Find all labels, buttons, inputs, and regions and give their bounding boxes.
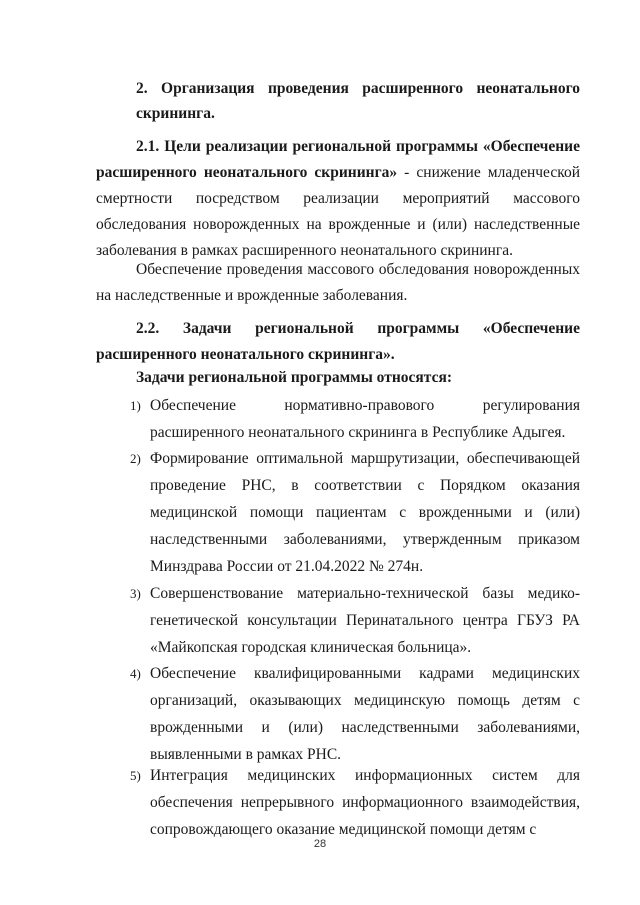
list-item [130,445,580,580]
section-2-word-1: Организация [161,80,255,97]
section-2-1-text: - снижение младенческой смертности посредством реализации мероприятий массового обследования новорожденных на врожденные и (или) наследственные заболевания в рамках расширенного неонатального скрининга. [96,164,580,259]
section-2-1-label: 2.1. Цели реализации региональной программы «Обеспечение расширенного неонатального скрининга» [96,138,580,181]
section-2-1-paragraph [96,134,580,264]
list-item-number: 3) [130,586,141,601]
section-2-word-2: проведения [267,80,349,97]
section-2-word-3: расширенного [362,80,464,97]
tasks-heading: Задачи региональной программы относятся: [136,369,453,386]
list-item-text: Обеспечение квалифицированными кадрами медицинских организаций, оказывающих медицинскую помощь детям с врожденными и (или) наследственными заболеваниями, выявленными в рамках РНС. [150,665,580,763]
list-item-number: 4) [130,666,141,681]
page-number: 28 [313,838,327,850]
list-item [130,392,580,446]
support-paragraph: Обеспечение проведения массового обследования новорожденных на наследственные и врожденные заболевания. [96,261,580,304]
list-item [130,580,580,661]
list-item [130,762,580,843]
list-item-number: 2) [130,451,141,466]
list-item-number: 5) [130,768,141,783]
section-2-heading [136,76,580,126]
list-item-text: Обеспечение нормативно-правового регулирования расширенного неонатального скрининга в Республике Адыгея. [150,397,580,441]
section-2-number: 2. [136,80,148,97]
section-2-2-heading: 2.2. Задачи региональной программы «Обеспечение расширенного неонатального скрининга». [96,320,580,363]
list-item-text: Формирование оптимальной маршрутизации, обеспечивающей проведение РНС, в соответствии с Порядком оказания медицинской помощи пациентам с врожденными и (или) наследственными заболеваниями, утвержденным приказом Минздрава России от 21.04.2022 № 274н. [150,450,580,575]
list-item-number: 1) [130,398,141,413]
section-2-line-2: скрининга. [136,105,215,122]
list-item-text: Совершенствование материально-технической базы медико-генетической консультации Перинатального центра ГБУЗ РА «Майкопская городская клиническая больница». [150,585,580,656]
section-2-word-4: неонатального [476,80,580,97]
list-item [130,660,580,768]
list-item-text: Интеграция медицинских информационных систем для обеспечения непрерывного информационного взаимодействия, сопровождающего оказание медицинской помощи детям с [150,767,580,838]
